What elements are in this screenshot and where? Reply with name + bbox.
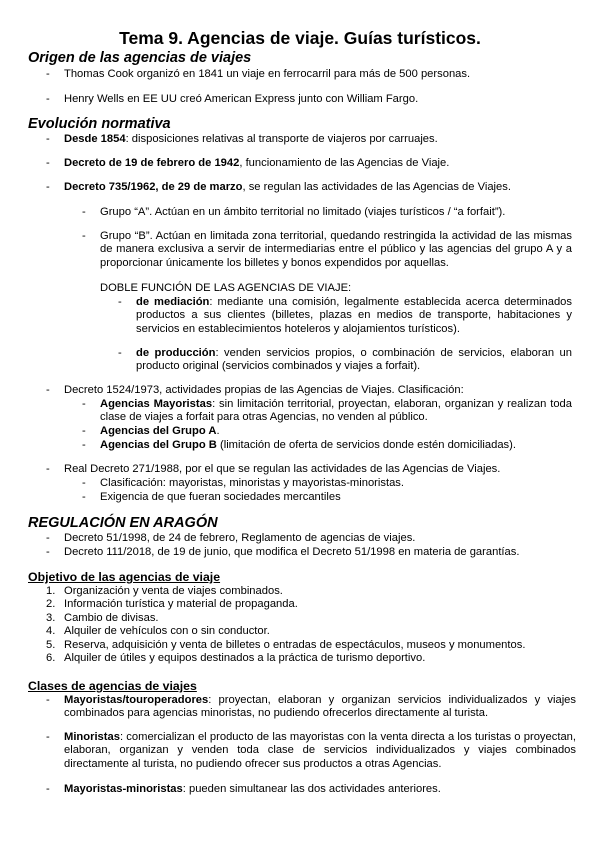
- evolucion-item-1854: - Desde 1854: disposiciones relativas al transporte de viajeros por carruajes.: [46, 133, 438, 145]
- clase-mayoristas: - Mayoristas/touroperadores: proyectan, elaboran y organizan servicios individualizados y viajes combinados para agencias minoristas, no pudiendo ofrecerlos directamente al turista.: [46, 694, 576, 720]
- objetivo-item: 1. Organización y venta de viajes combinados.: [46, 585, 283, 597]
- grupo-b-1973-item: - Agencias del Grupo B (limitación de oferta de servicios donde estén domiciliadas).: [82, 439, 516, 451]
- evolucion-item-1973: - Decreto 1524/1973, actividades propias de las Agencias de Viajes. Clasificación:: [46, 384, 464, 396]
- heading-clases: Clases de agencias de viajes: [28, 679, 197, 693]
- document-title: Tema 9. Agencias de viaje. Guías turísticos.: [119, 28, 481, 48]
- aragon-item-2: - Decreto 111/2018, de 19 de junio, que modifica el Decreto 51/1998 en materia de garantías.: [46, 546, 520, 558]
- heading-evolucion: Evolución normativa: [28, 116, 171, 132]
- objetivo-list: [46, 585, 576, 665]
- mediacion-item: - de mediación: mediante una comisión, legalmente establecida acerca determinados productos a sus clientes (billetes, plazas en medios de transporte, habitaciones y servicios en establecimientos hoteleros y alojamientos turísticos).: [118, 296, 572, 335]
- grupo-b-item: - Grupo “B”. Actúan en limitada zona territorial, quedando restringida la actividad de las mismas de manera exclusiva a servir de intermediarias entre el público y las agencias del grupo A y a proporcionar únicamente los billetes y bonos expendidos por aquellas.: [82, 230, 572, 269]
- rd-1988-sub-1: - Clasificación: mayoristas, minoristas y mayoristas-minoristas.: [82, 477, 405, 489]
- clase-mayoristas-minoristas: - Mayoristas-minoristas: pueden simultanear las dos actividades anteriores.: [46, 783, 441, 795]
- aragon-item-1: - Decreto 51/1998, de 24 de febrero, Reglamento de agencias de viajes.: [46, 532, 416, 544]
- origen-item-1: - Thomas Cook organizó en 1841 un viaje en ferrocarril para más de 500 personas.: [46, 68, 471, 80]
- origen-item-2: - Henry Wells en EE UU creó American Express junto con William Fargo.: [46, 93, 419, 105]
- objetivo-item: 5. Reserva, adquisición y venta de billetes o entradas de espectáculos, museos y monumentos.: [46, 638, 526, 651]
- evolucion-item-1962: - Decreto 735/1962, de 29 de marzo, se regulan las actividades de las Agencias de Viajes.: [46, 181, 511, 193]
- heading-aragon: REGULACIÓN EN ARAGÓN: [28, 515, 218, 531]
- heading-objetivo: Objetivo de las agencias de viaje: [28, 570, 221, 584]
- heading-origen: Origen de las agencias de viajes: [28, 50, 252, 66]
- objetivo-item: 3. Cambio de divisas.: [46, 611, 159, 624]
- mayoristas-1973-item: - Agencias Mayoristas: sin limitación territorial, proyectan, elaboran, organizan y realizan toda clase de viajes a forfait para otras Agencias, no venden al público.: [82, 398, 572, 424]
- objetivo-item: 2. Información turística y material de propaganda.: [46, 598, 298, 611]
- objetivo-item: 6. Alquiler de útiles y equipos destinados a la práctica de turismo deportivo.: [46, 652, 426, 665]
- grupo-a-1973-item: - Agencias del Grupo A.: [82, 425, 220, 437]
- grupo-a-item: - Grupo “A”. Actúan en un ámbito territorial no limitado (viajes turísticos / “a forfait”).: [82, 206, 506, 218]
- objetivo-item: 4. Alquiler de vehículos con o sin conductor.: [46, 625, 270, 638]
- rd-1988-sub-2: - Exigencia de que fueran sociedades mercantiles: [82, 491, 341, 503]
- evolucion-item-1942: - Decreto de 19 de febrero de 1942, funcionamiento de las Agencias de Viaje.: [46, 157, 450, 169]
- evolucion-item-1988: - Real Decreto 271/1988, por el que se regulan las actividades de las Agencias de Viajes.: [46, 463, 501, 475]
- doble-funcion-label: DOBLE FUNCIÓN DE LAS AGENCIAS DE VIAJE:: [100, 282, 352, 294]
- clase-minoristas: - Minoristas: comercializan el producto de las mayoristas con la venta directa a los turistas o proyectan, elaboran, organizan y venden toda clase de servicios individualizados y viajes combinados directamente al turista, no pudiendo ofrecer sus productos a otras Agencias.: [46, 731, 576, 770]
- produccion-item: - de producción: venden servicios propios, o combinación de servicios, elaboran un producto original (servicios combinados y viajes a forfait).: [118, 347, 572, 373]
